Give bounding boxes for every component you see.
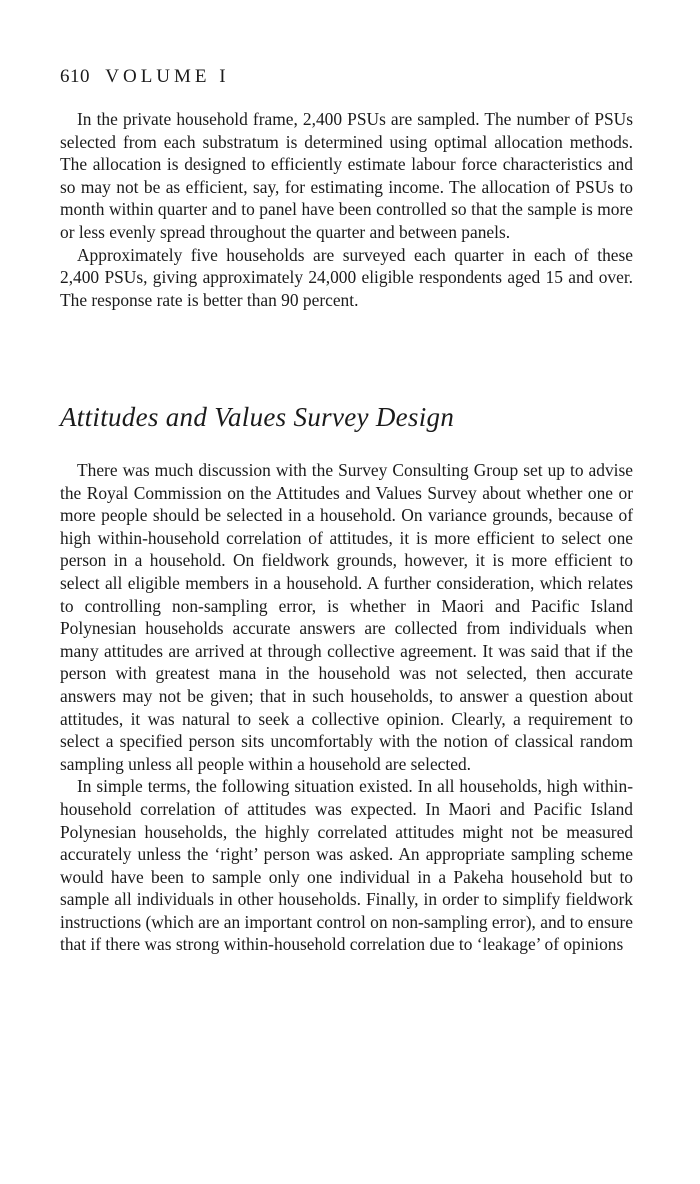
body-paragraph: In the private household frame, 2,400 PSUs are sampled. The number of PSUs selected from each substratum is determined using optimal allocation methods. The allocation is designed to efficiently estimate labour force characteristics and so may not be as efficient, say, for estimating income. The allocation of PSUs to month within quarter and to panel have been controlled so that the sample is more or less evenly spread throughout the quarter and between panels. — [60, 109, 633, 242]
survey-design-text — [60, 459, 633, 956]
body-paragraph: Approximately five households are surveyed each quarter in each of these 2,400 PSUs, giving approximately 24,000 eligible respondents aged 15 and over. The response rate is better than 90 percent. — [60, 244, 633, 310]
volume-label: VOLUME I — [105, 66, 230, 87]
section-heading: Attitudes and Values Survey Design — [60, 402, 455, 432]
body-paragraph: There was much discussion with the Survey Consulting Group set up to advise the Royal Commission on the Attitudes and Values Survey about whether one or more people should be selected in a household. On variance grounds, because of high within-household correlation of attitudes, it is more efficient to select one person in a household. On fieldwork grounds, however, it is more efficient to select all eligible members in a household. A further consideration, which relates to controlling non-sampling error, is whether in Maori and Pacific Island Polynesian households accurate answers are collected from individuals when many attitudes are arrived at through collective agreement. It was said that if the person with greatest mana in the household was not selected, then accurate answers may not be given; that in such households, to answer a question about attitudes, it was natural to seek a collective opinion. Clearly, a requirement to select a specified person sits uncomfortably with the notion of classical random sampling unless all people within a household are selected. — [60, 460, 633, 774]
running-head — [60, 66, 230, 88]
page-number: 610 — [60, 66, 90, 87]
body-paragraph: In simple terms, the following situation existed. In all households, high within-household correlation of attitudes was expected. In Maori and Pacific Island Polynesian households, the highly correlated attitudes might not be measured accurately unless the ‘right’ person was asked. An appropriate sampling scheme would have been to sample only one individual in a Pakeha household but to sample all individuals in other households. Finally, in order to simplify fieldwork instructions (which are an important control on non-sampling error), and to ensure that if there was strong within-household correlation due to ‘leakage’ of opinions — [60, 776, 633, 955]
survey-frame-text — [60, 108, 633, 311]
